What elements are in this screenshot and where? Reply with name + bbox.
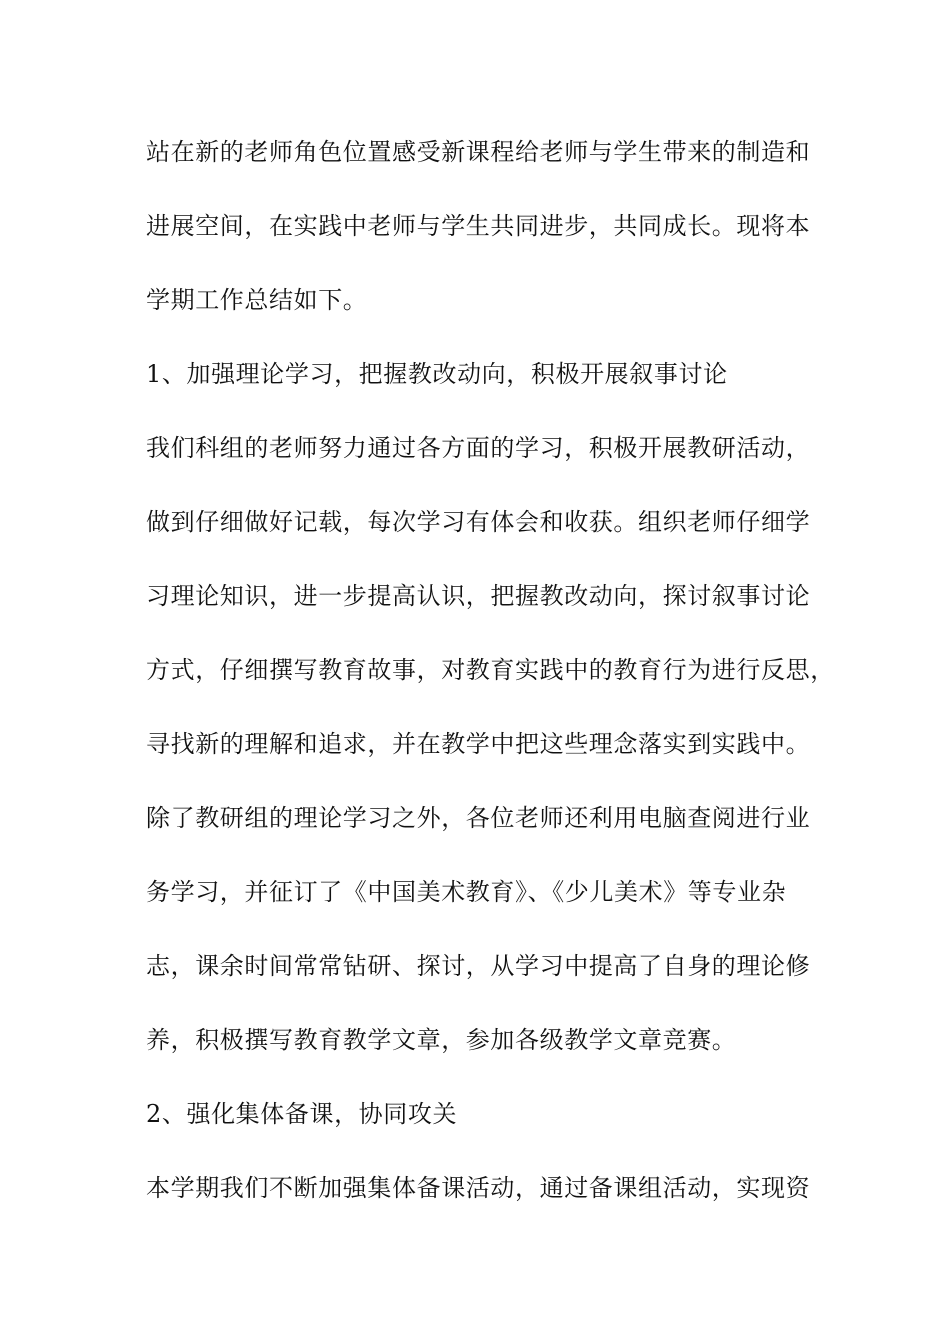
paragraph-line: 本学期我们不断加强集体备课活动，通过备课组活动，实现资	[146, 1174, 811, 1202]
paragraph-line: 进展空间，在实践中老师与学生共同进步，共同成长。现将本	[146, 212, 811, 240]
paragraph-line: 习理论知识，进一步提高认识，把握教改动向，探讨叙事讨论	[146, 582, 811, 610]
paragraph-line: 除了教研组的理论学习之外，各位老师还利用电脑查阅进行业	[146, 804, 811, 832]
paragraph-line: 志，课余时间常常钻研、探讨，从学习中提高了自身的理论修	[146, 952, 811, 980]
paragraph-line: 我们科组的老师努力通过各方面的学习，积极开展教研活动，	[146, 434, 811, 462]
paragraph-line: 务学习，并征订了《中国美术教育》、《少儿美术》等专业杂	[146, 878, 787, 906]
section-heading: 1、加强理论学习，把握教改动向，积极开展叙事讨论	[146, 360, 728, 388]
paragraph-line: 养，积极撰写教育教学文章，参加各级教学文章竞赛。	[146, 1026, 737, 1054]
section-heading: 2、强化集体备课，协同攻关	[146, 1100, 458, 1128]
paragraph-line: 学期工作总结如下。	[146, 286, 368, 314]
paragraph-line: 做到仔细做好记载，每次学习有体会和收获。组织老师仔细学	[146, 508, 811, 536]
paragraph-line: 方式，仔细撰写教育故事，对教育实践中的教育行为进行反思，	[146, 656, 835, 684]
document-body	[146, 133, 836, 1243]
paragraph-line: 寻找新的理解和追求，并在教学中把这些理念落实到实践中。	[146, 730, 811, 758]
paragraph-line: 站在新的老师角色位置感受新课程给老师与学生带来的制造和	[146, 138, 811, 166]
